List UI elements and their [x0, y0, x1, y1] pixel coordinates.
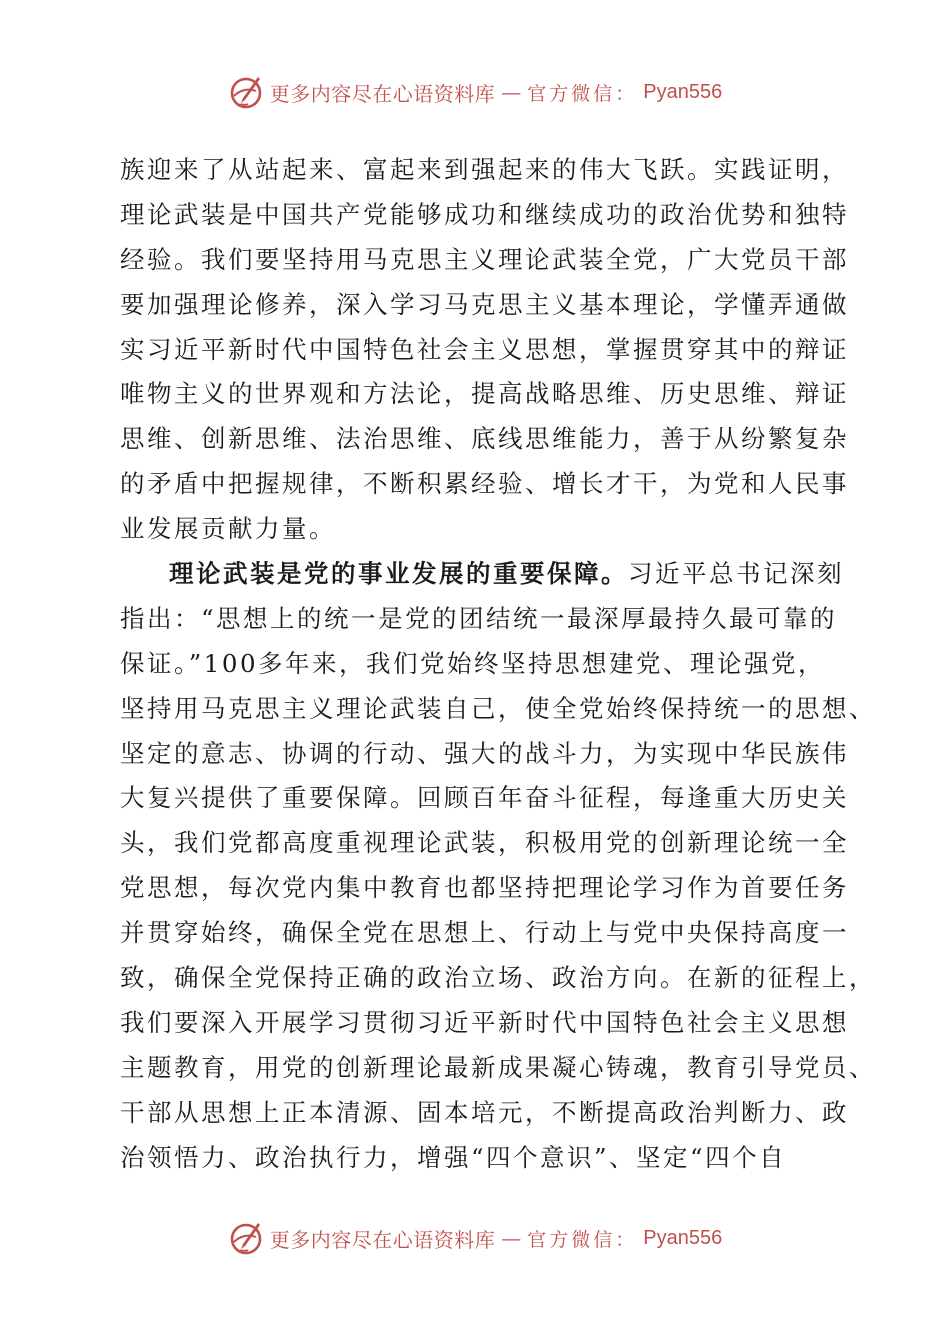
text-line: 指出：“思想上的统一是党的团结统一最深厚最持久最可靠的	[120, 603, 838, 633]
banner-text: 更多内容尽在心语资料库	[269, 1227, 496, 1252]
banner-dash: —	[501, 1226, 522, 1250]
banner-text: 更多内容尽在心语资料库	[269, 81, 496, 106]
text-line: 经验。我们要坚持用马克思主义理论武装全党，广大党员干部	[120, 244, 849, 274]
paragraph-heading: 理论武装是党的事业发展的重要保障。	[169, 559, 628, 589]
text-line: 坚持用马克思主义理论武装自己，使全党始终保持统一的思想、	[120, 693, 876, 723]
text-line: 族迎来了从站起来、富起来到强起来的伟大飞跃。实践证明，	[120, 155, 849, 184]
text-line: 治领悟力、政治执行力，增强“四个意识”、坚定“四个自	[120, 1142, 787, 1172]
banner-wechat-id: Pyan556	[643, 1226, 723, 1249]
text-line: 思维、创新思维、法治思维、底线思维能力，善于从纷繁复杂	[120, 424, 849, 454]
text-line: 干部从思想上正本清源、固本培元，不断提高政治判断力、政	[120, 1097, 849, 1127]
text-line: 大复兴提供了重要保障。回顾百年奋斗征程，每逢重大历史关	[120, 783, 849, 813]
text-line: 业发展贡献力量。	[120, 514, 336, 544]
text-line: 唯物主义的世界观和方法论，提高战略思维、历史思维、辩证	[120, 379, 849, 409]
text-line: 致，确保全党保持正确的政治立场、政治方向。在新的征程上，	[120, 963, 876, 993]
banner-wechat-label: 官方微信：	[527, 82, 638, 105]
paragraph-2	[120, 552, 876, 1180]
text-line: 实习近平新时代中国特色社会主义思想，掌握贯穿其中的辩证	[120, 334, 849, 364]
document-body	[120, 148, 876, 1180]
banner-dash: —	[501, 80, 522, 104]
banner-wechat-id: Pyan556	[643, 80, 723, 103]
header-banner	[0, 72, 950, 112]
pen-logo-icon	[228, 74, 264, 110]
text-line: 要加强理论修养，深入学习马克思主义基本理论，学懂弄通做	[120, 289, 849, 319]
text-line: 坚定的意志、协调的行动、强大的战斗力，为实现中华民族伟	[120, 738, 849, 768]
footer-banner	[0, 1218, 950, 1258]
text-line: 理论武装是中国共产党能够成功和继续成功的政治优势和独特	[120, 199, 849, 229]
text-line: 的矛盾中把握规律，不断积累经验、增长才干，为党和人民事	[120, 469, 849, 499]
text-line: 党思想，每次党内集中教育也都坚持把理论学习作为首要任务	[120, 873, 849, 903]
text-line: 主题教育，用党的创新理论最新成果凝心铸魂，教育引导党员、	[120, 1052, 876, 1082]
paragraph-first-line	[120, 552, 844, 597]
text-span: 习近平总书记深刻	[628, 559, 844, 589]
text-line: 头，我们党都高度重视理论武装，积极用党的创新理论统一全	[120, 828, 849, 858]
banner-wechat-label: 官方微信：	[527, 1228, 638, 1251]
text-line: 我们要深入开展学习贯彻习近平新时代中国特色社会主义思想	[120, 1007, 849, 1037]
paragraph-1	[120, 148, 849, 552]
text-line: 保证。”100多年来，我们党始终坚持思想建党、理论强党，	[120, 648, 826, 678]
text-line: 并贯穿始终，确保全党在思想上、行动上与党中央保持高度一	[120, 918, 849, 948]
pen-logo-icon	[228, 1220, 264, 1256]
